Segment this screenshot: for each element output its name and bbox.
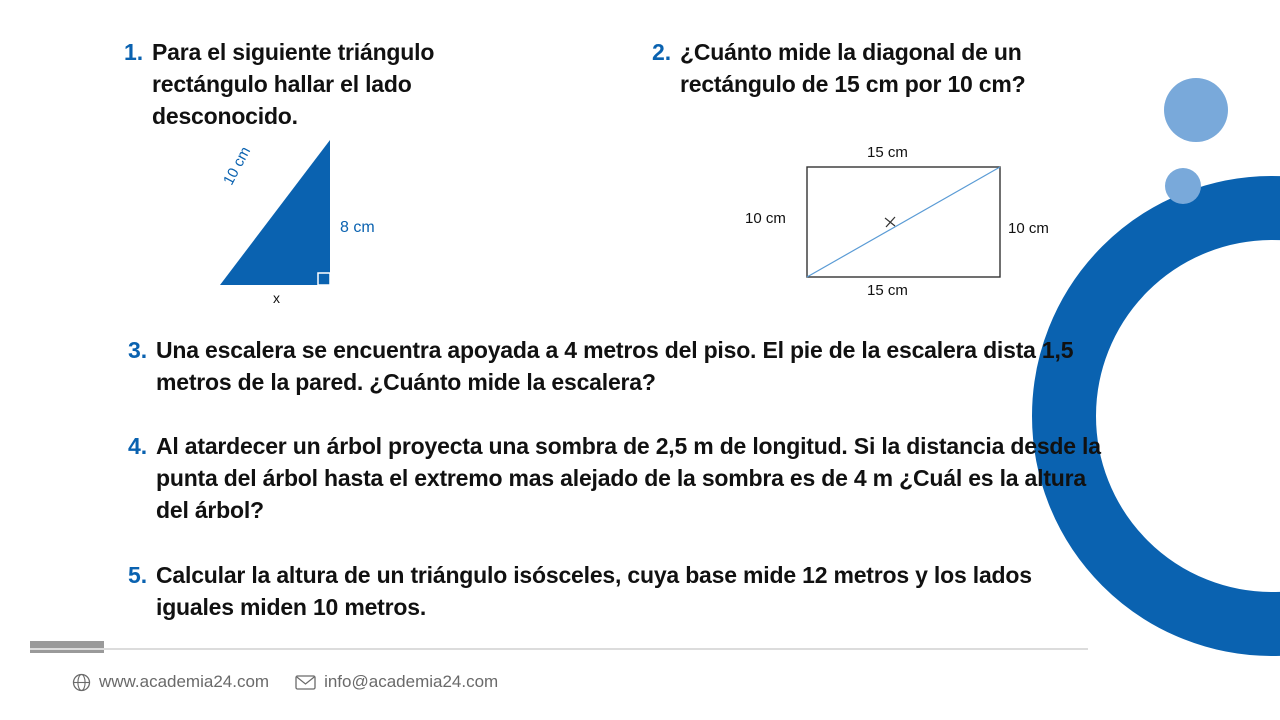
triangle-vertical-label: 8 cm xyxy=(340,219,375,236)
question-text-4: Al atardecer un árbol proyecta una sombra de 2,5 m de longitud. Si la distancia desde la punta del árbol hasta el extremo mas alejado de la sombra es de 4 m ¿Cuál es la altura del árbol? xyxy=(156,433,1101,523)
footer-divider xyxy=(30,648,1088,650)
footer-email[interactable] xyxy=(295,672,498,692)
triangle-base-label: x xyxy=(273,290,280,306)
question-number-1: 1. xyxy=(124,39,144,65)
question-item-5 xyxy=(128,559,1108,623)
question-item-2 xyxy=(652,36,1152,100)
figure-right-triangle xyxy=(200,130,420,310)
question-text-3: Una escalera se encuentra apoyada a 4 metros del piso. El pie de la escalera dista 1,5 metros de la pared. ¿Cuánto mide la escalera? xyxy=(156,337,1074,395)
triangle-hypotenuse-label: 10 cm xyxy=(220,143,255,188)
figure-rectangle-diagonal xyxy=(740,140,1060,310)
rectangle-top-label: 15 cm xyxy=(867,144,908,161)
rectangle-right-label: 10 cm xyxy=(1008,220,1049,237)
footer-website-text: www.academia24.com xyxy=(99,672,270,691)
question-number-3: 3. xyxy=(128,337,148,363)
question-text-1: Para el siguiente triángulo rectángulo hallar el lado desconocido. xyxy=(152,39,435,129)
question-text-5: Calcular la altura de un triángulo isósceles, cuya base mide 12 metros y los lados iguales miden 10 metros. xyxy=(156,562,1032,620)
footer xyxy=(72,672,498,692)
question-number-4: 4. xyxy=(128,433,148,459)
mail-icon xyxy=(295,674,316,691)
question-item-4 xyxy=(128,430,1108,526)
rectangle-left-label: 10 cm xyxy=(745,210,786,227)
question-number-5: 5. xyxy=(128,562,148,588)
decorative-circle-small xyxy=(1165,168,1201,204)
footer-accent-tab xyxy=(30,641,104,653)
decorative-circle-large xyxy=(1164,78,1228,142)
question-item-1 xyxy=(124,36,524,132)
footer-website[interactable] xyxy=(72,672,269,692)
question-number-2: 2. xyxy=(652,39,672,65)
globe-icon xyxy=(72,673,91,692)
footer-email-text: info@academia24.com xyxy=(324,672,499,691)
question-item-3 xyxy=(128,334,1108,398)
rectangle-bottom-label: 15 cm xyxy=(867,282,908,299)
question-text-2: ¿Cuánto mide la diagonal de un rectángulo de 15 cm por 10 cm? xyxy=(680,39,1026,97)
